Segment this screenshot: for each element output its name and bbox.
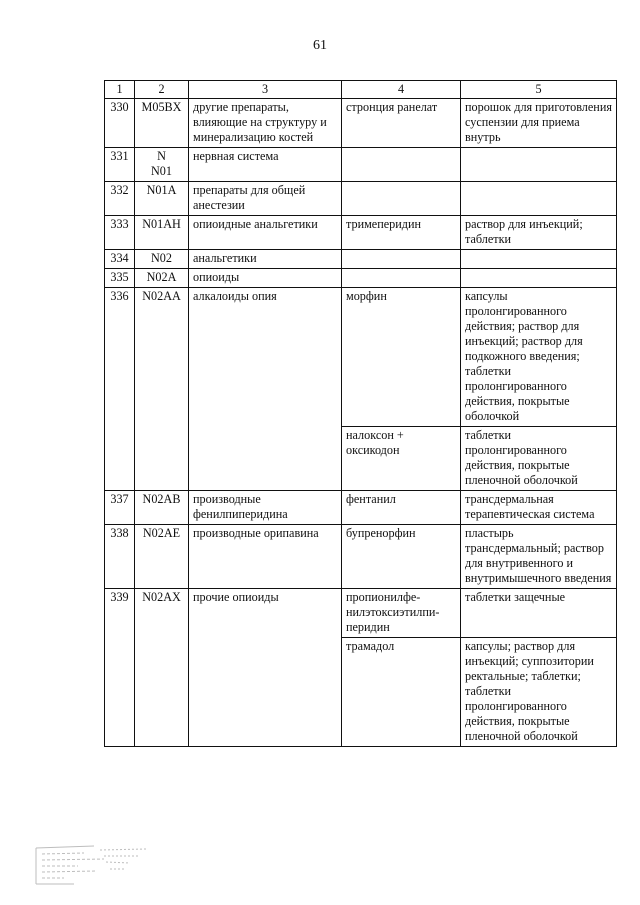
row-number: 333	[105, 216, 135, 250]
header-row	[105, 81, 617, 99]
atc-group: нервная система	[189, 148, 342, 182]
dosage-form	[461, 182, 617, 216]
drug-name: фентанил	[342, 491, 461, 525]
dosage-form: капсулы пролонгированного действия; раствор для инъекций; раствор для подкожного введения; таблетки пролонгированного действия, покрытые оболочкой	[461, 288, 617, 427]
atc-code: N01AH	[135, 216, 189, 250]
row-number: 331	[105, 148, 135, 182]
dosage-form	[461, 269, 617, 288]
atc-group: анальгетики	[189, 250, 342, 269]
row-number: 337	[105, 491, 135, 525]
dosage-form: таблетки пролонгированного действия, покрытые пленочной оболочкой	[461, 427, 617, 491]
atc-code: M05BX	[135, 99, 189, 148]
table-row	[105, 288, 617, 427]
atc-group: алкалоиды опия	[189, 288, 342, 491]
atc-code: N02AA	[135, 288, 189, 491]
header-col-4: 4	[342, 81, 461, 99]
drug-name: стронция ранелат	[342, 99, 461, 148]
atc-group: опиоидные анальгетики	[189, 216, 342, 250]
atc-group: прочие опиоиды	[189, 589, 342, 747]
row-number: 334	[105, 250, 135, 269]
drug-name: тримеперидин	[342, 216, 461, 250]
drug-name	[342, 269, 461, 288]
table-row	[105, 148, 617, 182]
table-row	[105, 182, 617, 216]
header-col-3: 3	[189, 81, 342, 99]
drug-table	[104, 80, 617, 747]
dosage-form	[461, 148, 617, 182]
page-number: 61	[313, 38, 327, 53]
header-col-2: 2	[135, 81, 189, 99]
atc-code: N02AE	[135, 525, 189, 589]
table-row	[105, 589, 617, 638]
drug-name	[342, 250, 461, 269]
atc-group: другие препараты, влияющие на структуру и минерализацию костей	[189, 99, 342, 148]
table-row	[105, 99, 617, 148]
atc-group: производные фенилпиперидина	[189, 491, 342, 525]
dosage-form: капсулы; раствор для инъекций; суппозитории ректальные; таблетки; таблетки пролонгированного действия, покрытые пленочной оболочкой	[461, 638, 617, 747]
drug-name: морфин	[342, 288, 461, 427]
dosage-form: таблетки защечные	[461, 589, 617, 638]
table-row	[105, 216, 617, 250]
atc-code: N02	[135, 250, 189, 269]
table-row	[105, 269, 617, 288]
atc-code: N02AX	[135, 589, 189, 747]
drug-name: пропионилфе-нилэтоксиэтилпи-перидин	[342, 589, 461, 638]
table-row	[105, 491, 617, 525]
atc-code: N N01	[135, 148, 189, 182]
atc-group: препараты для общей анестезии	[189, 182, 342, 216]
atc-code: N02A	[135, 269, 189, 288]
drug-name: трамадол	[342, 638, 461, 747]
atc-code: N02AB	[135, 491, 189, 525]
drug-name: налоксон + оксикодон	[342, 427, 461, 491]
drug-name	[342, 182, 461, 216]
row-number: 330	[105, 99, 135, 148]
atc-code: N01A	[135, 182, 189, 216]
header-col-1: 1	[105, 81, 135, 99]
faint-stamp	[34, 842, 152, 886]
row-number: 335	[105, 269, 135, 288]
atc-group: производные орипавина	[189, 525, 342, 589]
dosage-form: трансдермальная терапевтическая система	[461, 491, 617, 525]
dosage-form: порошок для приготовления суспензии для приема внутрь	[461, 99, 617, 148]
row-number: 336	[105, 288, 135, 491]
row-number: 332	[105, 182, 135, 216]
table-row	[105, 525, 617, 589]
dosage-form: раствор для инъекций; таблетки	[461, 216, 617, 250]
table-row	[105, 250, 617, 269]
row-number: 338	[105, 525, 135, 589]
row-number: 339	[105, 589, 135, 747]
atc-group: опиоиды	[189, 269, 342, 288]
drug-name: бупренорфин	[342, 525, 461, 589]
dosage-form: пластырь трансдермальный; раствор для внутривенного и внутримышечного введения	[461, 525, 617, 589]
drug-name	[342, 148, 461, 182]
header-col-5: 5	[461, 81, 617, 99]
dosage-form	[461, 250, 617, 269]
